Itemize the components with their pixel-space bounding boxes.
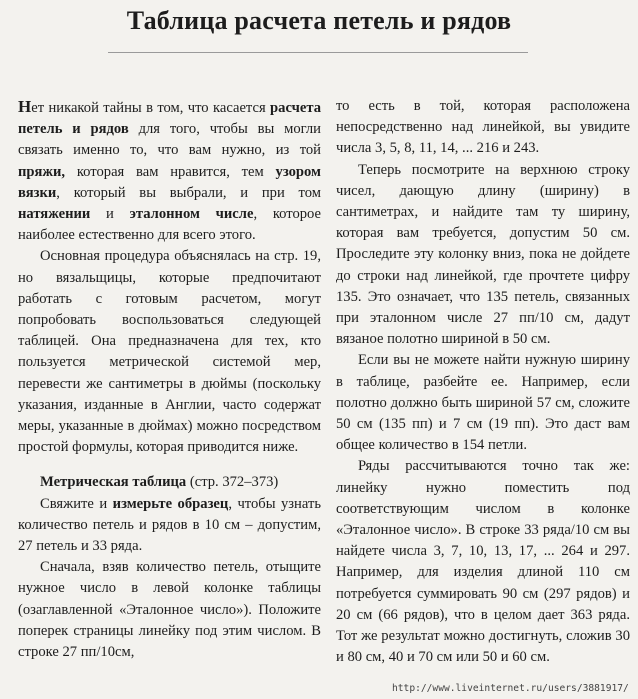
keyword-measure-swatch: измерьте образец — [112, 495, 229, 512]
width-paragraph: Теперь посмотрите на верхнюю строку чисел, дающую длину (ширину) в сантиметрах, и найдите там ту ширину, которая вам требуется, допустим 50 см. Проследите эту колонку вниз, пока не дойдете до строки над линейкой, где прочтете цифру 135. Это означает, что 135 петель, связанных при эталонном числе 27 пп/10 см, дадут вязаное полотно шириной в 50 см. — [336, 161, 630, 348]
title-rule — [108, 52, 528, 53]
keyword-yarn: пряжи, — [18, 163, 66, 180]
keyword-gauge: эталонном числе — [129, 206, 254, 223]
procedure-paragraph: Основная процедура объяснялась на стр. 19, но вязальщицы, которые предпочитают работать с готовым расчетом, могут попробовать воспользоваться следующей таблицей. Она предназначена для тех, кто пользуется метрической системой мер, перевести же сантиметры в дюймы (поскольку указания, изданные в Англии, часто содержат меры, указанные в дюймах) можно посредством простой формулы, которая приводится ниже. — [18, 248, 321, 456]
keyword-pattern: узором вязки — [18, 163, 321, 201]
page-title: Таблица расчета петель и рядов — [126, 6, 512, 35]
intro-paragraph: Нет никакой тайны в том, что касается расчета петель и рядов для того, чтобы вы могли связать именно то, что вам нужно, из той пряжи, которая вам нравится, тем узором вязки, который вы выбрали, и при том натяжении и эталонном числе, которое наиболее естественно для всего этого. — [18, 97, 322, 244]
stitches-paragraph: Сначала, взяв количество петель, отыщите нужное число в левой колонке таблицы (озаглавленной «Эталонное число»). Положите поперек страницы линейку под этим числом. В строке 27 пп/10см, — [18, 559, 321, 661]
split-width-paragraph: Если вы не можете найти нужную ширину в таблице, разбейте ее. Например, если полотно должно быть шириной 57 см, сложите 50 см (135 пп) и 7 см (19 пп). Это даст вам общее количество в 154 петли. — [336, 352, 630, 454]
keyword-calculation: расчета петель и рядов — [18, 100, 321, 138]
continued-paragraph: то есть в той, которая расположена непосредственно над линейкой, вы увидите числа 3, 5, 8, 11, 14, ... 216 и 243. — [336, 98, 630, 157]
metric-table-heading: Метрическая таблица (стр. 372–373) — [40, 474, 279, 491]
drop-cap: Н — [18, 97, 32, 116]
rows-paragraph: Ряды рассчитываются точно так же: линейку нужно поместить под соответствующим числом в колонке «Эталонное число». В строке 33 ряда/10 см вы найдете числа 3, 7, 10, 13, 17, ... 264 и 297. Например, для изделия длиной 110 см потребуется суммировать 90 см (297 рядов) и 20 см (66 рядов), что в целом дает 363 ряда. Тот же результат можно достигнуть, сложив 30 и 80 см, 40 и 70 см или 50 и 60 см. — [336, 458, 630, 666]
right-column — [336, 96, 630, 668]
left-column — [18, 96, 321, 663]
keyword-tension: натяжении — [18, 206, 91, 223]
swatch-paragraph: Свяжите и измерьте образец, чтобы узнать количество петель и рядов в 10 см – допустим, 27 петель и 33 ряда. — [18, 495, 321, 555]
watermark-url: http://www.liveinternet.ru/users/3881917/ — [392, 683, 629, 694]
